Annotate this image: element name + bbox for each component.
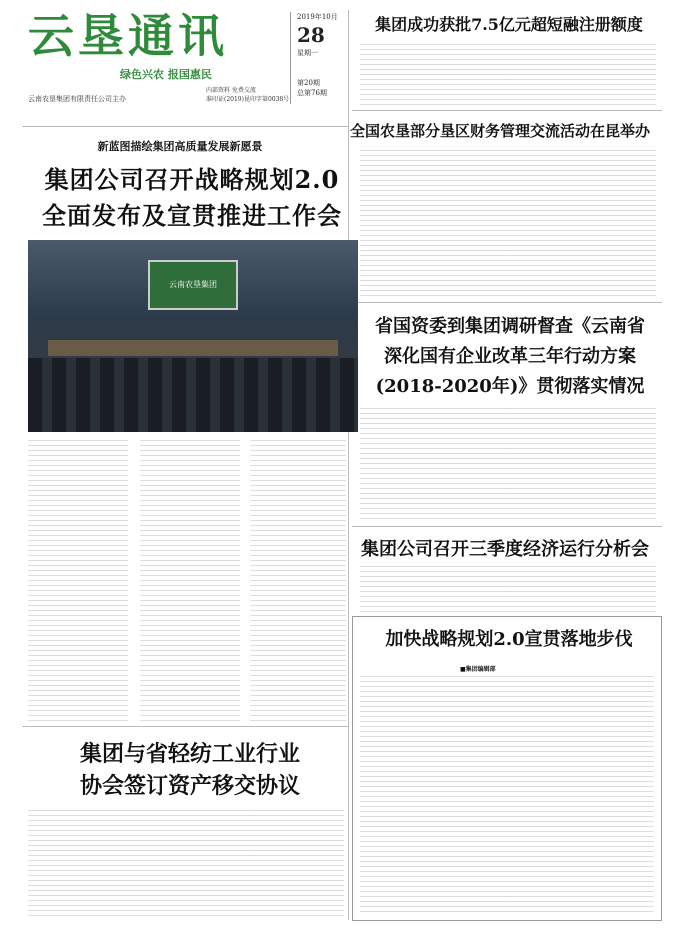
divider — [352, 110, 662, 111]
issue-info — [290, 12, 342, 104]
article-a-body — [360, 44, 656, 106]
divider — [22, 126, 348, 127]
lead-body-col3 — [250, 440, 346, 722]
masthead-note-line2: 准印证(2019)昆印字第0038号 — [206, 96, 290, 103]
article-c-headline-line1: 省国资委到集团调研督查《云南省 — [375, 316, 645, 337]
masthead-publisher: 云南农垦集团有限责任公司主办 — [28, 95, 126, 103]
lead-body-col1 — [28, 440, 128, 722]
article-b-headline: 全国农垦部分垦区财务管理交流活动在昆举办 — [350, 122, 651, 140]
issue-weekday: 星期一 — [297, 49, 318, 57]
article-d-headline: 集团公司召开三季度经济运行分析会 — [361, 539, 649, 560]
lead-headline — [32, 162, 352, 234]
masthead-note-line1: 内部资料 免费交流 — [206, 87, 256, 94]
article-f-headline — [40, 738, 340, 802]
issue-day: 28 — [297, 23, 325, 47]
masthead-slogan: 绿色兴农 报国惠民 — [120, 68, 212, 81]
issue-total-number: 总第76期 — [297, 89, 327, 97]
masthead — [28, 8, 290, 103]
article-c-body — [360, 408, 656, 522]
divider — [352, 526, 662, 527]
lead-headline-line1: 集团公司召开战略规划2.0 — [44, 165, 340, 194]
article-f-headline-line1: 集团与省轻纺工业行业 — [79, 741, 300, 767]
article-c-headline-line3: (2018-2020年)》贯彻落实情况 — [375, 376, 645, 397]
divider — [352, 302, 662, 303]
photo-audience — [28, 358, 358, 432]
article-e-body — [360, 676, 654, 914]
article-f-headline-line2: 协会签订资产移交协议 — [79, 773, 300, 799]
masthead-title: 云垦通讯 — [28, 9, 228, 63]
article-c-headline — [362, 312, 658, 402]
divider — [348, 10, 349, 920]
divider — [22, 726, 348, 727]
lead-photo — [28, 240, 358, 432]
lead-body-col2 — [140, 440, 240, 722]
lead-headline-line2: 全面发布及宣贯推进工作会 — [42, 201, 342, 230]
article-f-body — [28, 810, 344, 920]
issue-number: 第20期 — [297, 79, 320, 87]
issue-year-month: 2019年10月 — [297, 13, 338, 21]
article-e-headline: 加快战略规划2.0宣贯落地步伐 — [385, 629, 633, 650]
photo-table — [48, 340, 338, 356]
article-e-byline: ■集团编辑部 — [460, 666, 496, 673]
lead-subhead: 新蓝图描绘集团高质量发展新愿景 — [97, 140, 263, 153]
photo-screen — [148, 260, 238, 310]
photo-screen-text: 云南农垦集团 — [169, 280, 217, 289]
article-c-headline-line2: 深化国有企业改革三年行动方案 — [384, 346, 636, 367]
article-b-body — [360, 150, 656, 298]
article-a-headline: 集团成功获批7.5亿元超短融注册额度 — [375, 15, 643, 34]
article-d-body — [360, 566, 656, 612]
